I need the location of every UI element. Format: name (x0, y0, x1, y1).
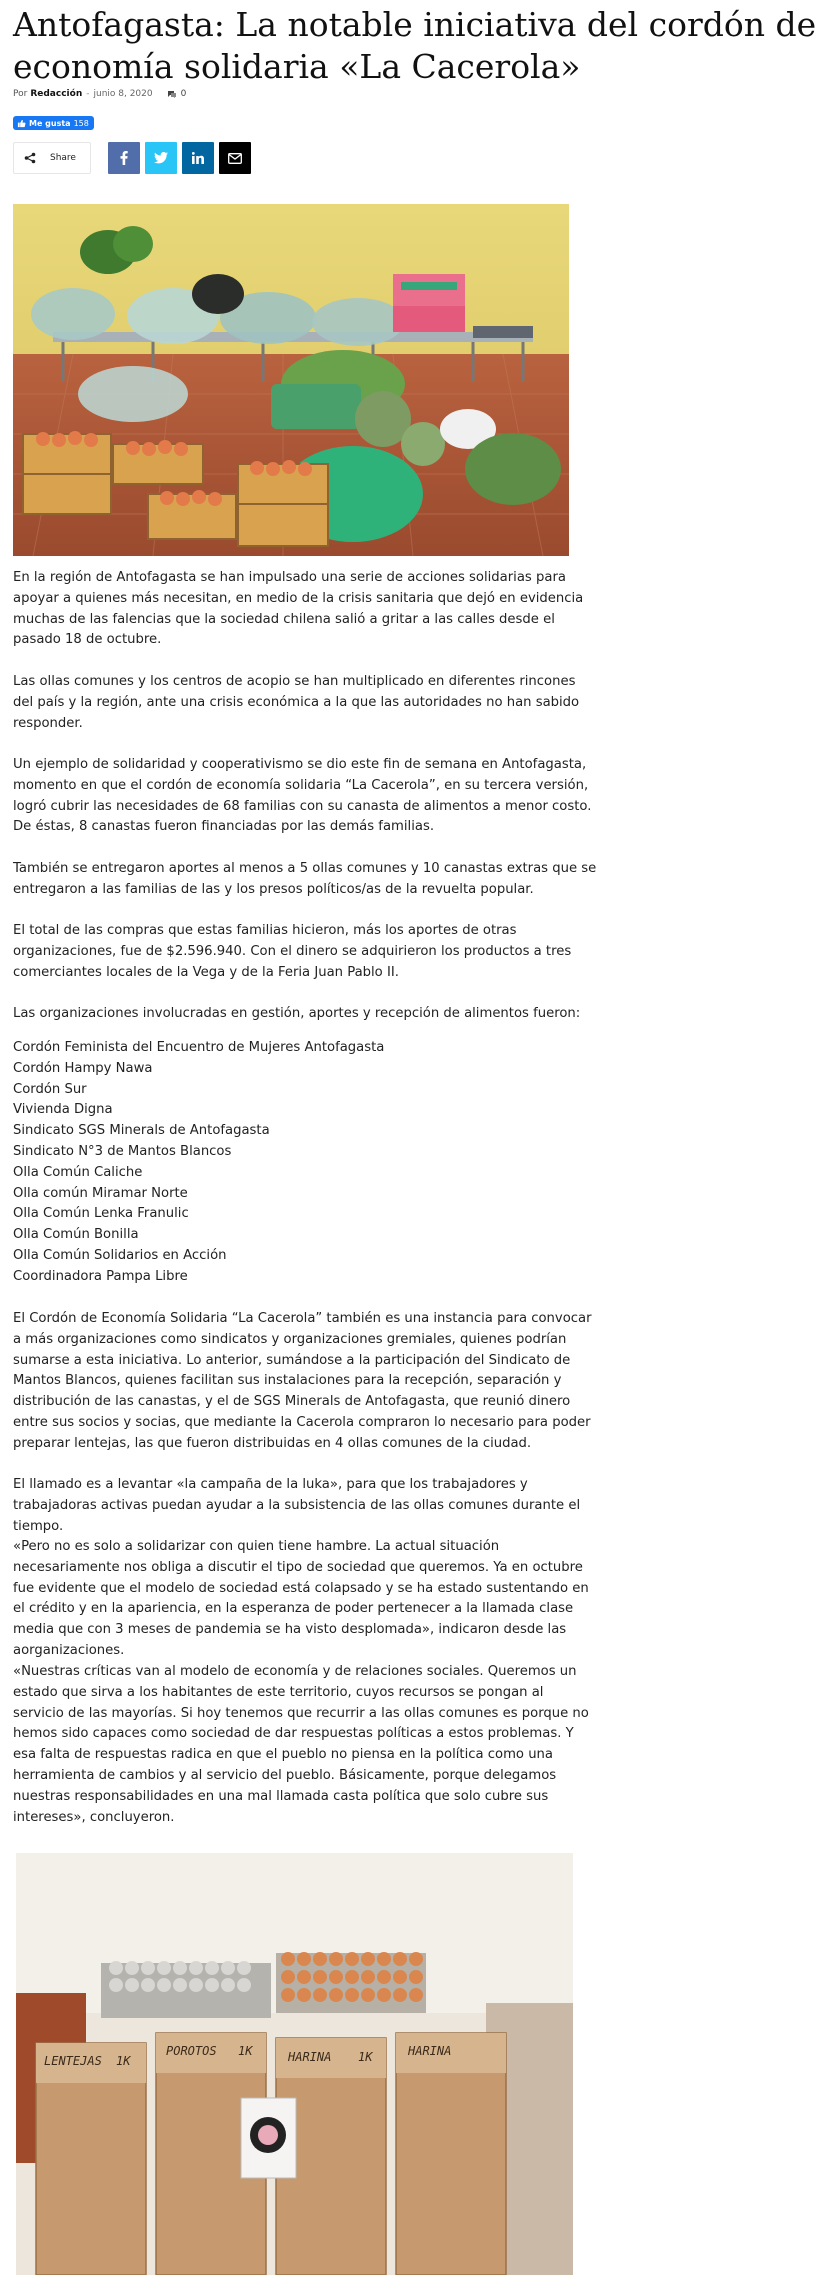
share-label: Share (50, 153, 76, 163)
comment-icon[interactable] (167, 90, 177, 98)
comment-count[interactable]: 0 (180, 89, 187, 99)
twitter-share-button[interactable] (145, 142, 177, 174)
linkedin-icon (192, 152, 204, 164)
publish-date: junio 8, 2020 (93, 89, 153, 99)
article-photo-produce (13, 204, 569, 556)
paragraph-5: El total de las compras que estas familias hicieron, más los aportes de otras organizaciones, fue de $2.596.940. Con el dinero se adquirieron los productos a tres comerciantes locales de la Vega y de la Feria Juan Pablo II. (13, 923, 572, 980)
paragraph-6: Las organizaciones involucradas en gestión, aportes y recepción de alimentos fueron: (13, 1006, 581, 1021)
organization-list (13, 1038, 598, 1288)
facebook-like-button[interactable] (13, 116, 94, 130)
list-item: Cordón Feminista del Encuentro de Mujeres Antofagasta (13, 1040, 385, 1055)
bag-label-weight-3: 1K (358, 2050, 373, 2064)
list-item: Olla Común Solidarios en Acción (13, 1247, 227, 1263)
paragraph-1: En la región de Antofagasta se han impulsado una serie de acciones solidarias para apoyar a quienes más necesitan, en medio de la crisis sanitaria que dejó en evidencia muchas de las falencias que la sociedad chilena salió a gritar a las calles desde el pasado 18 de octubre. (13, 570, 584, 648)
list-item: Coordinadora Pampa Libre (13, 1268, 188, 1284)
bag-label-weight-1: 1K (116, 2054, 131, 2068)
paragraph-7: El Cordón de Economía Solidaria “La Cacerola” también es una instancia para convocar a más organizaciones como sindicatos y organizaciones gremiales, quienes podrían sumarse a esta iniciativa. Lo anterior, sumándose a la participación del Sindicato de Mantos Blancos, quienes facilitan sus instalaciones para la recepción, separación y distribución de las canastas, y el de SGS Minerals de Antofagasta, que reunió dinero entre sus socios y socias, que mediante la Cacerola compraron lo necesario para poder preparar lentejas, las que fueron distribuidas en 4 ollas comunes de la ciudad. (13, 1311, 592, 1451)
paragraph-2: Las ollas comunes y los centros de acopio se han multiplicado en diferentes rincones del país y la región, ante una crisis económica a la que las autoridades no han sabido responder. (13, 674, 580, 731)
article-title: Antofagasta: La notable iniciativa del cordón de economía solidaria «La Cacerola» (13, 5, 817, 86)
list-item: Olla Común Lenka Franulic (13, 1206, 189, 1222)
bag-label-harina-2: HARINA (408, 2044, 452, 2058)
linkedin-share-button[interactable] (182, 142, 214, 174)
twitter-icon (154, 152, 168, 164)
paragraph-10: «Nuestras críticas van al modelo de economía y de relaciones sociales. Queremos un estado que sirva a los habitantes de este territorio, cuyos recursos se pongan al servicio de las mayorías. Si hoy tenemos que recurrir a las ollas comunes es porque no hemos sido capaces como sociedad de dar respuestas políticas a estos problemas. Y esa falta de respuestas radica en que el pueblo no piensa en la política como una herramienta de cambios y al servicio del pueblo. Básicamente, porque delegamos nuestras responsabilidades en una mal llamada casta política que solo cubre sus intereses», concluyeron. (13, 1664, 589, 1825)
list-item: Olla común Miramar Norte (13, 1185, 188, 1201)
thumbs-up-icon (17, 119, 26, 128)
list-item: Olla Común Bonilla (13, 1227, 139, 1243)
facebook-icon (120, 151, 128, 165)
bag-label-weight-2: 1K (238, 2044, 253, 2058)
meta-separator: - (86, 89, 90, 99)
like-count: 158 (73, 118, 89, 128)
author-link[interactable]: Redacción (30, 89, 83, 99)
paragraph-3: Un ejemplo de solidaridad y cooperativismo se dio este fin de semana en Antofagasta, momento en que el cordón de economía solidaria “La Cacerola”, en su tercera versión, logró cubrir las necesidades de 68 familias con su canasta de alimentos a menor costo. De éstas, 8 canastas fueron financiadas por las demás familias. (13, 757, 592, 835)
paragraph-4: También se entregaron aportes al menos a 5 ollas comunes y 10 canastas extras que se entregaron a las familias de las y los presos políticos/as de la revuelta popular. (13, 861, 597, 897)
article-photo-bags (16, 1853, 573, 2275)
share-button[interactable] (13, 142, 91, 174)
byline-prefix: Por (13, 89, 28, 99)
list-item: Cordón Hampy Nawa (13, 1060, 153, 1076)
bag-label-porotos: POROTOS (166, 2044, 217, 2058)
email-icon (228, 153, 242, 164)
like-label: Me gusta (29, 118, 71, 128)
list-item: Vivienda Digna (13, 1102, 113, 1118)
facebook-share-button[interactable] (108, 142, 140, 174)
share-icon (24, 152, 36, 164)
bag-label-harina-1: HARINA (288, 2050, 332, 2064)
article-meta (13, 86, 186, 102)
paragraph-9: «Pero no es solo a solidarizar con quien tiene hambre. La actual situación necesariamente nos obliga a discutir el tipo de sociedad que queremos. Ya en octubre fue evidente que el modelo de sociedad está colapsado y se ha estado sustentando en el crédito y en la apariencia, en la esperanza de poder pertenecer a la llamada clase media que con 3 meses de pandemia se ha visto desplomada», indicaron desde las aorganizaciones. (13, 1539, 589, 1658)
paragraph-8: El llamado es a levantar «la campaña de la luka», para que los trabajadores y trabajadoras activas puedan ayudar a la subsistencia de las ollas comunes durante el tiempo. (13, 1477, 581, 1534)
email-share-button[interactable] (219, 142, 251, 174)
list-item: Sindicato N°3 de Mantos Blancos (13, 1143, 232, 1159)
list-item: Cordón Sur (13, 1081, 87, 1097)
list-item: Sindicato SGS Minerals de Antofagasta (13, 1123, 270, 1139)
bag-label-lentejas: LENTEJAS (44, 2054, 102, 2068)
list-item: Olla Común Caliche (13, 1164, 143, 1180)
